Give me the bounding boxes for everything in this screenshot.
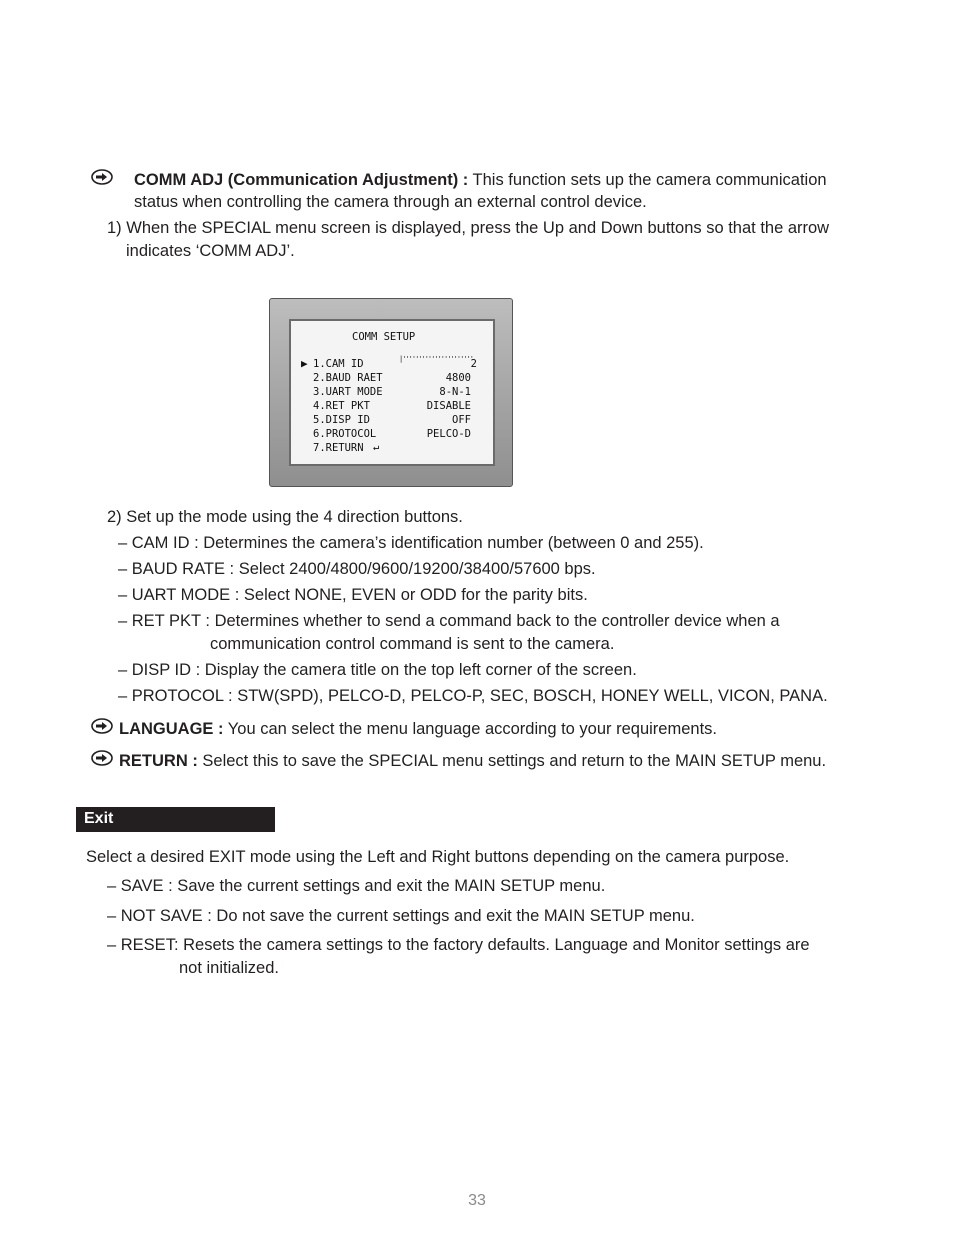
return-heading: RETURN : — [119, 752, 198, 770]
osd-row-label: 4.RET PKT — [313, 400, 370, 412]
step2-item-ret-pkt-cont: communication control command is sent to the camera. — [210, 635, 615, 653]
osd-monitor-image — [269, 298, 513, 487]
osd-row-value: 4800 — [445, 372, 471, 384]
language-text: You can select the menu language according to your requirements. — [223, 720, 717, 738]
step2-item-disp-id: – DISP ID : Display the camera title on the top left corner of the screen. — [118, 661, 637, 679]
arrow-bullet-icon — [91, 750, 113, 766]
exit-intro: Select a desired EXIT mode using the Left and Right buttons depending on the camera purpose. — [86, 848, 790, 866]
osd-screen — [289, 319, 495, 466]
step2-item-baud-rate: – BAUD RATE : Select 2400/4800/9600/19200/38400/57600 bps. — [118, 560, 596, 578]
exit-section-title: Exit — [84, 810, 114, 827]
exit-section-header — [76, 807, 275, 832]
exit-item-reset: – RESET: Resets the camera settings to the factory defaults. Language and Monitor settings are — [107, 936, 810, 954]
comm-adj-paragraph — [134, 171, 827, 190]
osd-row-label: 3.UART MODE — [313, 386, 383, 398]
step2-item-ret-pkt: – RET PKT : Determines whether to send a command back to the controller device when a — [118, 612, 780, 630]
osd-row-value: DISABLE — [426, 400, 471, 412]
arrow-bullet-icon — [91, 718, 113, 734]
step2-item-cam-id: – CAM ID : Determines the camera’s identification number (between 0 and 255). — [118, 534, 704, 552]
step2-item-uart-mode: – UART MODE : Select NONE, EVEN or ODD for the parity bits. — [118, 586, 588, 604]
osd-row-label: 6.PROTOCOL — [313, 428, 377, 440]
osd-title: COMM SETUP — [352, 331, 416, 343]
language-heading: LANGUAGE : — [119, 720, 224, 738]
osd-row-value: OFF — [452, 414, 471, 426]
comm-adj-heading: COMM ADJ (Communication Adjustment) : — [134, 171, 469, 189]
osd-row-label: 7.RETURN — [313, 442, 364, 454]
osd-row-value: 8-N-1 — [439, 386, 471, 398]
osd-row-value: 2 — [470, 358, 477, 370]
step2-item-protocol: – PROTOCOL : STW(SPD), PELCO-D, PELCO-P, SEC, BOSCH, HONEY WELL, VICON, PANA. — [118, 687, 828, 705]
language-paragraph — [119, 720, 717, 739]
comm-adj-text: This function sets up the camera communication — [468, 171, 827, 189]
osd-row-label: 5.DISP ID — [313, 414, 370, 426]
osd-level-ticks: |'''''''''''''''''''''' — [399, 355, 473, 363]
exit-item-not-save: – NOT SAVE : Do not save the current settings and exit the MAIN SETUP menu. — [107, 907, 695, 925]
osd-row-label: 2.BAUD RAET — [313, 372, 383, 384]
osd-cursor-icon: ▶ — [301, 357, 308, 370]
page-number: 33 — [468, 1192, 486, 1209]
osd-row-label: 1.CAM ID — [313, 358, 364, 370]
osd-row-value: PELCO-D — [426, 428, 471, 440]
return-text: Select this to save the SPECIAL menu settings and return to the MAIN SETUP menu. — [197, 752, 827, 770]
return-paragraph — [119, 752, 826, 771]
exit-item-reset-cont: not initialized. — [179, 959, 279, 977]
step2-intro: 2) Set up the mode using the 4 direction buttons. — [107, 508, 463, 526]
comm-adj-text-2: status when controlling the camera through an external control device. — [134, 193, 647, 211]
step1-line1: 1) When the SPECIAL menu screen is displayed, press the Up and Down buttons so that the arrow — [107, 219, 830, 237]
step1-line2: indicates ‘COMM ADJ’. — [126, 242, 295, 260]
exit-item-save: – SAVE : Save the current settings and exit the MAIN SETUP menu. — [107, 877, 606, 895]
osd-return-icon: ↵ — [373, 441, 380, 453]
arrow-bullet-icon — [91, 169, 113, 185]
